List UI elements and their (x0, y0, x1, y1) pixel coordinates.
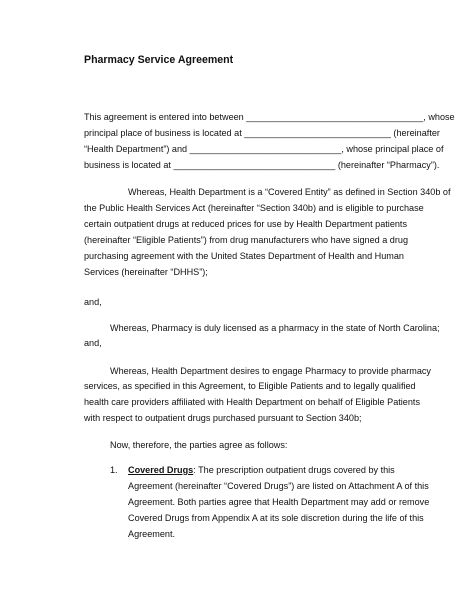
intro-line-1: This agreement is entered into between ___________________________________, whose (84, 112, 455, 122)
whereas1-line-3: certain outpatient drugs at reduced prices for use by Health Department patients (84, 219, 408, 229)
whereas3-line-4: with respect to outpatient drugs purchased pursuant to Section 340b; (84, 413, 362, 423)
intro-line-2: principal place of business is located at _____________________________ (hereinafter (84, 128, 440, 138)
item1-line-4: Covered Drugs from Appendix A at its sole discretion during the life of this (128, 513, 424, 523)
whereas1-line-5: purchasing agreement with the United States Department of Health and Human (84, 251, 404, 261)
whereas1-line-2: the Public Health Services Act (hereinafter “Section 340b) and is eligible to purchase (84, 203, 424, 213)
item1-first-line-rest: : The prescription outpatient drugs covered by this (193, 465, 395, 475)
item1-first-line (128, 464, 395, 476)
item1-number: 1. (110, 465, 118, 475)
item1-heading: Covered Drugs (128, 465, 194, 475)
whereas3-line-3: health care providers affiliated with Health Department on behalf of Eligible Patients (84, 397, 420, 407)
item1-line-5: Agreement. (128, 529, 176, 539)
whereas2-line: Whereas, Pharmacy is duly licensed as a pharmacy in the state of North Carolina; (110, 323, 440, 333)
intro-line-4: business is located at ________________________________ (hereinafter “Pharmacy”). (84, 160, 440, 170)
document-title: Pharmacy Service Agreement (84, 54, 234, 66)
whereas3-line-2: services, as specified in this Agreement, to Eligible Patients and to legally qualified (84, 381, 416, 391)
now-therefore-line: Now, therefore, the parties agree as follows: (110, 440, 288, 450)
whereas1-line-4: (hereinafter “Eligible Patients”) from drug manufacturers who have signed a drug (84, 235, 409, 245)
whereas3-line-1: Whereas, Health Department desires to engage Pharmacy to provide pharmacy (110, 366, 431, 376)
intro-line-3: “Health Department”) and ______________________________, whose principal place of (84, 144, 444, 154)
item1-line-3: Agreement. Both parties agree that Health Department may add or remove (128, 497, 430, 507)
whereas1-line-1: Whereas, Health Department is a “Covered Entity” as defined in Section 340b of (128, 187, 451, 197)
item1-line-2: Agreement (hereinafter “Covered Drugs”) are listed on Attachment A of this (128, 481, 429, 491)
and-line-2: and, (84, 338, 102, 348)
whereas1-line-6: Services (hereinafter “DHHS”); (84, 267, 208, 277)
and-line-1: and, (84, 297, 102, 307)
